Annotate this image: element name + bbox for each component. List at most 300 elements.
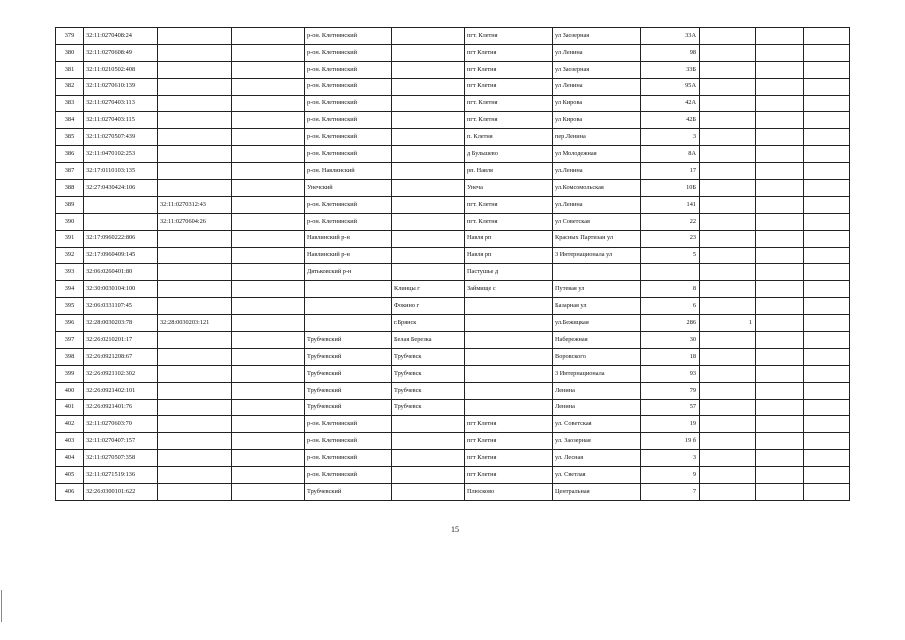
extra-cell (700, 484, 756, 501)
extra-cell-3 (804, 433, 850, 450)
table-row (56, 433, 850, 450)
empty-cell (232, 180, 305, 197)
row-number-cell: 403 (56, 433, 84, 450)
table-row (56, 348, 850, 365)
extra-cell (700, 230, 756, 247)
locality-cell: пгт Клетня (465, 44, 553, 61)
extra-cell-2 (756, 467, 804, 484)
city-cell (392, 450, 465, 467)
extra-cell (700, 450, 756, 467)
locality-cell: пгт Клетня (465, 467, 553, 484)
locality-cell: пгт Клетня (465, 450, 553, 467)
empty-cell (232, 416, 305, 433)
cadastral-number-cell: 32:11:0270507:439 (84, 129, 158, 146)
cadastral-number-cell: 32:11:0270507:358 (84, 450, 158, 467)
cadastral-number-2-cell: 32:11:0270604:26 (158, 213, 232, 230)
cadastral-number-2-cell (158, 450, 232, 467)
extra-cell-2 (756, 247, 804, 264)
district-cell: р-он. Клетнянский (305, 213, 392, 230)
locality-cell: пгт. Клетня (465, 28, 553, 45)
cadastral-number-2-cell (158, 348, 232, 365)
extra-cell-3 (804, 95, 850, 112)
cadastral-number-cell: 32:11:0210502:408 (84, 61, 158, 78)
row-number-cell: 405 (56, 467, 84, 484)
extra-cell-2 (756, 433, 804, 450)
house-cell: 19 б (641, 433, 700, 450)
cadastral-number-cell: 32:26:0300101:622 (84, 484, 158, 501)
district-cell: р-он. Клетнянский (305, 78, 392, 95)
city-cell (392, 180, 465, 197)
locality-cell (465, 315, 553, 332)
extra-cell-3 (804, 213, 850, 230)
table-row (56, 112, 850, 129)
cadastral-number-cell: 32:17:0960409:145 (84, 247, 158, 264)
cadastral-number-cell: 32:26:0921402:101 (84, 382, 158, 399)
extra-cell-2 (756, 95, 804, 112)
extra-cell-2 (756, 365, 804, 382)
house-cell: 3 (641, 129, 700, 146)
empty-cell (232, 332, 305, 349)
extra-cell (700, 213, 756, 230)
house-cell: 17 (641, 163, 700, 180)
locality-cell: Навля рп (465, 230, 553, 247)
cadastral-number-2-cell (158, 399, 232, 416)
district-cell: р-он. Клетнянский (305, 112, 392, 129)
extra-cell-2 (756, 315, 804, 332)
district-cell: р-он. Клетнянский (305, 467, 392, 484)
cadastral-number-2-cell (158, 298, 232, 315)
city-cell (392, 247, 465, 264)
street-cell: ул Ленина (553, 44, 641, 61)
city-cell (392, 78, 465, 95)
cadastral-number-2-cell (158, 78, 232, 95)
city-cell (392, 484, 465, 501)
empty-cell (232, 348, 305, 365)
table-row (56, 28, 850, 45)
empty-cell (232, 44, 305, 61)
street-cell: ул Заозерная (553, 28, 641, 45)
row-number-cell: 396 (56, 315, 84, 332)
extra-cell (700, 180, 756, 197)
extra-cell-2 (756, 112, 804, 129)
extra-cell (700, 247, 756, 264)
extra-cell-2 (756, 348, 804, 365)
row-number-cell: 387 (56, 163, 84, 180)
locality-cell: п. Клетня (465, 129, 553, 146)
city-cell (392, 416, 465, 433)
district-cell: Трубчевский (305, 382, 392, 399)
empty-cell (232, 433, 305, 450)
empty-cell (232, 129, 305, 146)
extra-cell (700, 95, 756, 112)
row-number-cell: 380 (56, 44, 84, 61)
cadastral-number-cell (84, 213, 158, 230)
house-cell: 95А (641, 78, 700, 95)
empty-cell (232, 281, 305, 298)
street-cell: ул Советская (553, 213, 641, 230)
locality-cell: Плюсково (465, 484, 553, 501)
street-cell: ул.Ленина (553, 163, 641, 180)
house-cell: 42Б (641, 112, 700, 129)
locality-cell: Пастушье д (465, 264, 553, 281)
locality-cell: рп. Навля (465, 163, 553, 180)
city-cell (392, 264, 465, 281)
extra-cell (700, 382, 756, 399)
extra-cell-3 (804, 348, 850, 365)
city-cell (392, 196, 465, 213)
city-cell (392, 163, 465, 180)
cadastral-number-2-cell (158, 264, 232, 281)
locality-cell (465, 332, 553, 349)
house-cell: 141 (641, 196, 700, 213)
street-cell: ул. Лесная (553, 450, 641, 467)
cadastral-number-cell: 32:11:0270407:157 (84, 433, 158, 450)
house-cell: 33А (641, 28, 700, 45)
empty-cell (232, 298, 305, 315)
address-table (55, 27, 850, 501)
extra-cell (700, 196, 756, 213)
empty-cell (232, 247, 305, 264)
district-cell (305, 298, 392, 315)
extra-cell (700, 365, 756, 382)
extra-cell-2 (756, 298, 804, 315)
row-number-cell: 391 (56, 230, 84, 247)
street-cell: ул.Бежицкая (553, 315, 641, 332)
cadastral-number-2-cell (158, 146, 232, 163)
locality-cell: Займище с (465, 281, 553, 298)
extra-cell-2 (756, 484, 804, 501)
row-number-cell: 404 (56, 450, 84, 467)
extra-cell-2 (756, 78, 804, 95)
extra-cell (700, 298, 756, 315)
table-row (56, 230, 850, 247)
city-cell (392, 213, 465, 230)
district-cell: Трубчевский (305, 332, 392, 349)
city-cell (392, 129, 465, 146)
cadastral-number-2-cell: 32:11:0270312:43 (158, 196, 232, 213)
extra-cell-3 (804, 450, 850, 467)
district-cell: р-он. Навлинский (305, 163, 392, 180)
house-cell: 9 (641, 467, 700, 484)
extra-cell (700, 112, 756, 129)
district-cell: р-он. Клетнянский (305, 450, 392, 467)
district-cell: р-он. Клетнянский (305, 416, 392, 433)
scan-edge-mark (1, 590, 2, 622)
extra-cell-2 (756, 61, 804, 78)
row-number-cell: 397 (56, 332, 84, 349)
street-cell: Путевая ул (553, 281, 641, 298)
street-cell: ул Кирова (553, 112, 641, 129)
row-number-cell: 399 (56, 365, 84, 382)
cadastral-number-cell: 32:26:0210201:17 (84, 332, 158, 349)
row-number-cell: 386 (56, 146, 84, 163)
street-cell: ул Молодежная (553, 146, 641, 163)
table-row (56, 365, 850, 382)
district-cell: Трубчевский (305, 365, 392, 382)
table-row (56, 196, 850, 213)
extra-cell (700, 416, 756, 433)
row-number-cell: 382 (56, 78, 84, 95)
city-cell: Трубчевск (392, 382, 465, 399)
extra-cell-2 (756, 416, 804, 433)
house-cell: 6 (641, 298, 700, 315)
table-row (56, 61, 850, 78)
row-number-cell: 381 (56, 61, 84, 78)
extra-cell-3 (804, 281, 850, 298)
street-cell: ул. Заозерная (553, 433, 641, 450)
extra-cell-3 (804, 129, 850, 146)
street-cell: ул.Ленина (553, 196, 641, 213)
street-cell: ул. Советская (553, 416, 641, 433)
extra-cell-3 (804, 399, 850, 416)
house-cell: 98 (641, 44, 700, 61)
street-cell: Ленина (553, 382, 641, 399)
cadastral-number-cell: 32:06:0331107:45 (84, 298, 158, 315)
extra-cell-3 (804, 365, 850, 382)
district-cell: Трубчевский (305, 399, 392, 416)
street-cell: Базарная ул (553, 298, 641, 315)
extra-cell (700, 61, 756, 78)
street-cell: ул Ленина (553, 78, 641, 95)
district-cell: р-он. Клетнянский (305, 44, 392, 61)
extra-cell-2 (756, 382, 804, 399)
extra-cell (700, 44, 756, 61)
cadastral-number-cell: 32:28:0030203:78 (84, 315, 158, 332)
cadastral-number-cell: 32:11:0271519:136 (84, 467, 158, 484)
empty-cell (232, 399, 305, 416)
house-cell: 5 (641, 247, 700, 264)
locality-cell: Унеча (465, 180, 553, 197)
extra-cell-2 (756, 399, 804, 416)
district-cell (305, 315, 392, 332)
city-cell (392, 467, 465, 484)
city-cell (392, 146, 465, 163)
district-cell: р-он. Клетнянский (305, 129, 392, 146)
empty-cell (232, 450, 305, 467)
extra-cell-3 (804, 78, 850, 95)
city-cell: г.Брянск (392, 315, 465, 332)
extra-cell: 1 (700, 315, 756, 332)
empty-cell (232, 61, 305, 78)
extra-cell (700, 129, 756, 146)
row-number-cell: 385 (56, 129, 84, 146)
cadastral-number-2-cell (158, 230, 232, 247)
extra-cell-3 (804, 332, 850, 349)
city-cell: Трубчевск (392, 348, 465, 365)
house-cell: 8 (641, 281, 700, 298)
empty-cell (232, 484, 305, 501)
cadastral-number-2-cell (158, 28, 232, 45)
extra-cell-2 (756, 28, 804, 45)
table-row (56, 44, 850, 61)
district-cell: Трубчевский (305, 484, 392, 501)
extra-cell-3 (804, 298, 850, 315)
extra-cell-3 (804, 196, 850, 213)
row-number-cell: 388 (56, 180, 84, 197)
table-row (56, 450, 850, 467)
row-number-cell: 406 (56, 484, 84, 501)
city-cell: Белая Березка (392, 332, 465, 349)
cadastral-number-cell: 32:17:0110103:135 (84, 163, 158, 180)
extra-cell-3 (804, 112, 850, 129)
locality-cell: пгт. Клетня (465, 112, 553, 129)
cadastral-number-cell: 32:11:0270608:49 (84, 44, 158, 61)
table-row (56, 95, 850, 112)
house-cell: 7 (641, 484, 700, 501)
table-row (56, 315, 850, 332)
extra-cell-3 (804, 264, 850, 281)
extra-cell-3 (804, 180, 850, 197)
house-cell: 33Б (641, 61, 700, 78)
extra-cell-2 (756, 196, 804, 213)
district-cell: р-он. Клетнянский (305, 95, 392, 112)
cadastral-number-2-cell (158, 112, 232, 129)
extra-cell (700, 467, 756, 484)
district-cell: р-он. Клетнянский (305, 61, 392, 78)
cadastral-number-cell: 32:17:0960222:806 (84, 230, 158, 247)
house-cell: 286 (641, 315, 700, 332)
street-cell: Набережная (553, 332, 641, 349)
cadastral-number-cell: 32:11:0270603:70 (84, 416, 158, 433)
row-number-cell: 393 (56, 264, 84, 281)
row-number-cell: 401 (56, 399, 84, 416)
extra-cell-2 (756, 129, 804, 146)
empty-cell (232, 28, 305, 45)
extra-cell-2 (756, 450, 804, 467)
locality-cell: д Бульшево (465, 146, 553, 163)
extra-cell-2 (756, 264, 804, 281)
house-cell: 19 (641, 416, 700, 433)
cadastral-number-cell: 32:06:0260401:80 (84, 264, 158, 281)
row-number-cell: 394 (56, 281, 84, 298)
district-cell: р-он. Клетнянский (305, 28, 392, 45)
table-row (56, 399, 850, 416)
cadastral-number-2-cell (158, 247, 232, 264)
locality-cell: пгт Клетня (465, 78, 553, 95)
extra-cell (700, 433, 756, 450)
locality-cell: пгт. Клетня (465, 213, 553, 230)
street-cell: ул. Светлая (553, 467, 641, 484)
street-cell: Красных Партизан ул (553, 230, 641, 247)
extra-cell-2 (756, 44, 804, 61)
table-row (56, 281, 850, 298)
city-cell (392, 230, 465, 247)
city-cell (392, 61, 465, 78)
extra-cell-3 (804, 230, 850, 247)
page-number: 15 (451, 525, 459, 534)
locality-cell (465, 298, 553, 315)
locality-cell (465, 348, 553, 365)
table-row (56, 484, 850, 501)
cadastral-number-cell: 32:11:0470102:253 (84, 146, 158, 163)
street-cell (553, 264, 641, 281)
district-cell: р-он. Клетнянский (305, 196, 392, 213)
district-cell: Унечский (305, 180, 392, 197)
row-number-cell: 402 (56, 416, 84, 433)
extra-cell (700, 332, 756, 349)
locality-cell: пгт Клетня (465, 433, 553, 450)
table-row (56, 180, 850, 197)
cadastral-number-2-cell (158, 281, 232, 298)
locality-cell: пгт Клетня (465, 416, 553, 433)
extra-cell-2 (756, 332, 804, 349)
cadastral-number-cell (84, 196, 158, 213)
district-cell (305, 281, 392, 298)
empty-cell (232, 230, 305, 247)
house-cell: 23 (641, 230, 700, 247)
house-cell: 79 (641, 382, 700, 399)
row-number-cell: 392 (56, 247, 84, 264)
extra-cell-3 (804, 163, 850, 180)
city-cell (392, 433, 465, 450)
house-cell: 57 (641, 399, 700, 416)
empty-cell (232, 467, 305, 484)
cadastral-number-2-cell (158, 44, 232, 61)
empty-cell (232, 146, 305, 163)
street-cell: Центральная (553, 484, 641, 501)
empty-cell (232, 315, 305, 332)
empty-cell (232, 365, 305, 382)
extra-cell-3 (804, 416, 850, 433)
cadastral-number-2-cell (158, 484, 232, 501)
table-row (56, 332, 850, 349)
district-cell: Дятьковский р-н (305, 264, 392, 281)
empty-cell (232, 196, 305, 213)
cadastral-number-2-cell (158, 433, 232, 450)
table-row (56, 146, 850, 163)
extra-cell (700, 78, 756, 95)
extra-cell-3 (804, 247, 850, 264)
locality-cell: пгт. Клетня (465, 196, 553, 213)
table-row (56, 163, 850, 180)
extra-cell (700, 264, 756, 281)
street-cell: 3 Интернационала ул (553, 247, 641, 264)
cadastral-number-cell: 32:26:0921102:302 (84, 365, 158, 382)
extra-cell-3 (804, 146, 850, 163)
cadastral-number-2-cell (158, 95, 232, 112)
city-cell: Трубчевск (392, 365, 465, 382)
district-cell: Навлинский р-н (305, 247, 392, 264)
table-body (56, 28, 850, 501)
table-row (56, 382, 850, 399)
empty-cell (232, 264, 305, 281)
house-cell: 10Б (641, 180, 700, 197)
table-row (56, 298, 850, 315)
extra-cell-3 (804, 44, 850, 61)
extra-cell (700, 163, 756, 180)
empty-cell (232, 213, 305, 230)
cadastral-number-cell: 32:27:0430424:106 (84, 180, 158, 197)
row-number-cell: 395 (56, 298, 84, 315)
city-cell (392, 28, 465, 45)
row-number-cell: 379 (56, 28, 84, 45)
empty-cell (232, 95, 305, 112)
street-cell: пер.Ленина (553, 129, 641, 146)
empty-cell (232, 163, 305, 180)
extra-cell-2 (756, 146, 804, 163)
city-cell (392, 44, 465, 61)
extra-cell-2 (756, 163, 804, 180)
extra-cell-3 (804, 28, 850, 45)
street-cell: 3 Интернационала (553, 365, 641, 382)
locality-cell (465, 382, 553, 399)
table-row (56, 213, 850, 230)
cadastral-number-2-cell: 32:28:0030203:121 (158, 315, 232, 332)
empty-cell (232, 382, 305, 399)
street-cell: Воровского (553, 348, 641, 365)
table-row (56, 78, 850, 95)
row-number-cell: 389 (56, 196, 84, 213)
